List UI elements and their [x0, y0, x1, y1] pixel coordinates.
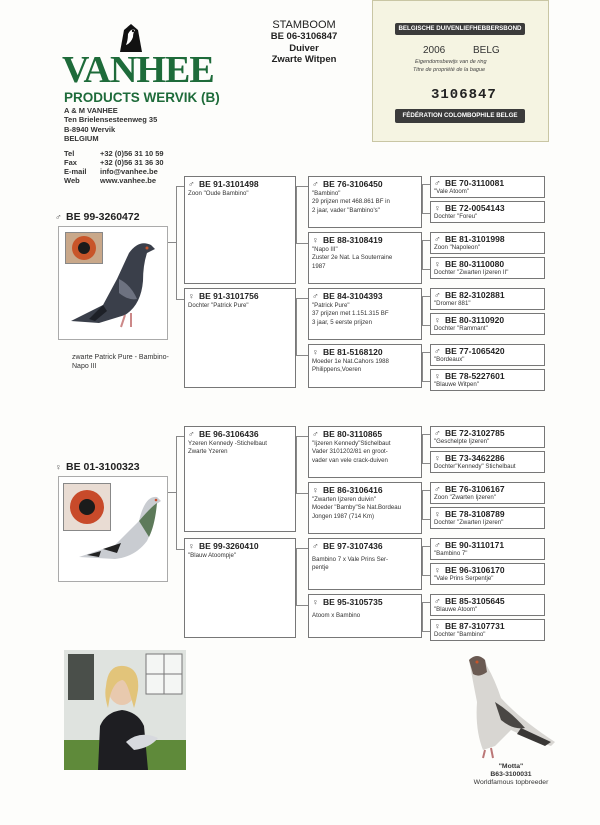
pedigree-box-g3[interactable]: ♂ BE 72-3102785 "Geschelpte Ijzeren": [430, 426, 545, 448]
female-icon: ♀: [434, 259, 441, 269]
certificate-line-1: Eigendomsbewijs van de ring: [415, 59, 487, 65]
certificate-country: BELG: [473, 45, 500, 56]
ring-certificate: [372, 0, 549, 142]
pigeon-icon: [59, 477, 167, 581]
connector-line: [168, 492, 176, 493]
pedigree-box-g3[interactable]: ♀ BE 80-3110080 Dochter "Zwarten Ijzeren II": [430, 257, 545, 279]
female-icon: ♀: [312, 597, 319, 607]
pedigree-box-g3[interactable]: ♂ BE 82-3102881 "Dromer 881": [430, 288, 545, 310]
male-icon: ♂: [188, 179, 195, 189]
female-icon: ♀: [434, 371, 441, 381]
female-icon: ♀: [434, 509, 441, 519]
certificate-bottom-banner: FÉDÉRATION COLOMBOPHILE BELGE: [395, 109, 525, 123]
pedigree-box-g2[interactable]: ♂ BE 84-3104393 "Patrick Pure" 37 prijzen met 1.151.315 BF 3 jaar, 5 eerste prijzen: [308, 288, 422, 340]
female-icon: ♀: [188, 291, 195, 301]
breeder-portrait-icon: [64, 650, 186, 770]
document-title-block: [245, 19, 363, 66]
female-icon: ♀: [434, 565, 441, 575]
pedigree-box-g3[interactable]: ♂ BE 77-1065420 "Bordeaux": [430, 344, 545, 366]
certificate-line-2: Titre de propriété de la bague: [413, 67, 486, 73]
pedigree-box-g3[interactable]: ♂ BE 76-3106167 Zoon "Zwarten Ijzeren": [430, 482, 545, 504]
pedigree-box-g2[interactable]: ♂ BE 80-3110865 "Ijzeren Kennedy"Stichelbaut Vader 3101202/81 en groot- vader van vele crack-duiven: [308, 426, 422, 478]
pigeon-ring: BE 06-3106847: [270, 31, 338, 42]
contact-fax: Fax +32 (0)56 31 36 30: [64, 158, 164, 167]
pigeon-icon: [59, 227, 167, 339]
connector-line: [168, 242, 176, 243]
contact-email[interactable]: E-mail info@vanhee.be: [64, 167, 158, 176]
pedigree-box-g1[interactable]: ♀ BE 91-3101756 Dochter "Patrick Pure": [184, 288, 296, 388]
female-icon: ♀: [434, 203, 441, 213]
pedigree-box-g3[interactable]: ♀ BE 87-3107731 Dochter "Bambino": [430, 619, 545, 641]
female-icon: ♀: [312, 485, 319, 495]
pedigree-box-g3[interactable]: ♀ BE 96-3106170 "Vale Prins Serpentje": [430, 563, 545, 585]
address-line: B-8940 Wervik: [64, 124, 116, 134]
pedigree-box-g3[interactable]: ♂ BE 70-3110081 "Vale Atoom": [430, 176, 545, 198]
breeder-photo: [64, 650, 186, 770]
pedigree-box-g1[interactable]: ♀ BE 99-3260410 "Blauw Atoompje": [184, 538, 296, 638]
male-icon: ♂: [312, 541, 319, 551]
pedigree-box-g1[interactable]: ♂ BE 91-3101498 Zoon "Oude Bambino": [184, 176, 296, 284]
male-icon: ♂: [434, 234, 441, 244]
motta-photo: [455, 650, 565, 762]
male-icon: ♂: [55, 212, 62, 222]
male-icon: ♂: [434, 540, 441, 550]
pedigree-box-g2[interactable]: ♀ BE 88-3108419 "Napo III" Zuster 2e Nat. La Souterraine 1987: [308, 232, 422, 284]
male-icon: ♂: [434, 346, 441, 356]
address-block: [64, 106, 157, 143]
pedigree-box-g3[interactable]: ♂ BE 90-3110171 "Bambino 7": [430, 538, 545, 560]
male-icon: ♂: [188, 429, 195, 439]
pedigree-box-g3[interactable]: ♂ BE 81-3101998 Zoon "Napoleon": [430, 232, 545, 254]
motta-description: Worldfamous topbreeder: [473, 779, 549, 786]
sire-photo: [58, 226, 168, 340]
pedigree-box-g2[interactable]: ♀ BE 86-3106416 "Zwarten Ijzeren duivin" Moeder "Bamby"Se Nat.Bordeau Jongen 1987 (714 Km): [308, 482, 422, 534]
male-icon: ♂: [312, 179, 319, 189]
male-icon: ♂: [312, 429, 319, 439]
document-title: STAMBOOM: [272, 19, 336, 31]
address-line: A & M VANHEE: [64, 106, 118, 115]
dam-photo: [58, 476, 168, 582]
pigeon-name: Zwarte Witpen: [271, 54, 337, 65]
male-icon: ♂: [434, 596, 441, 606]
pedigree-box-g3[interactable]: ♂ BE 85-3105645 "Blauwe Atoom": [430, 594, 545, 616]
pedigree-box-g3[interactable]: ♀ BE 72-0054143 Dochter "Foreu": [430, 201, 545, 223]
dam-heading: ♀ BE 01-3100323: [55, 461, 140, 473]
male-icon: ♂: [434, 484, 441, 494]
female-icon: ♀: [312, 347, 319, 357]
motta-ring: B63-3100031: [490, 771, 532, 778]
sire-heading: ♂ BE 99-3260472: [55, 211, 140, 223]
pedigree-box-g1[interactable]: ♂ BE 96-3106436 Yzeren Kennedy -Stichelbaut Zwarte Yzeren: [184, 426, 296, 532]
pedigree-box-g2[interactable]: ♀ BE 81-5168120 Moeder 1e Nat.Cahors 1988 Philippens,Voeren: [308, 344, 422, 388]
pedigree-box-g2[interactable]: ♂ BE 76-3106450 "Bambino" 29 prijzen met 468.861 BF in 2 jaar, vader "Bambino's": [308, 176, 422, 228]
logo-subtitle: PRODUCTS WERVIK (B): [64, 90, 220, 105]
pedigree-box-g2[interactable]: ♂ BE 97-3107436 Bambino 7 x Vale Prins Ser- pentje: [308, 538, 422, 590]
female-icon: ♀: [434, 621, 441, 631]
motta-name: "Motta": [498, 763, 524, 770]
pedigree-box-g3[interactable]: ♀ BE 78-5227601 "Blauwe Witpen": [430, 369, 545, 391]
female-icon: ♀: [188, 541, 195, 551]
female-icon: ♀: [312, 235, 319, 245]
motta-caption: [466, 763, 556, 787]
pedigree-box-g3[interactable]: ♀ BE 80-3110920 Dochter "Rammant": [430, 313, 545, 335]
pigeon-icon: [455, 650, 565, 762]
female-icon: ♀: [55, 462, 62, 472]
pigeon-type: Duiver: [289, 42, 319, 54]
female-icon: ♀: [434, 453, 441, 463]
logo-word: VANHEE: [62, 49, 214, 91]
certificate-number: 3106847: [431, 87, 497, 103]
contact-web[interactable]: Web www.vanhee.be: [64, 176, 156, 185]
pedigree-box-g3[interactable]: ♀ BE 73-3462286 Dochter"Kennedy" Stichelbaut: [430, 451, 545, 473]
certificate-year: 2006: [423, 45, 446, 56]
address-line: BELGIUM: [64, 133, 99, 143]
address-line: Ten Brielensesteenweg 35: [64, 115, 158, 125]
contact-block: [64, 149, 164, 185]
contact-tel: Tel +32 (0)56 31 10 59: [64, 149, 164, 158]
male-icon: ♂: [434, 290, 441, 300]
male-icon: ♂: [434, 428, 441, 438]
pedigree-box-g3[interactable]: ♀ BE 78-3108789 Dochter "Zwarten Ijzeren": [430, 507, 545, 529]
female-icon: ♀: [434, 315, 441, 325]
male-icon: ♂: [434, 178, 441, 188]
male-icon: ♂: [312, 291, 319, 301]
certificate-top-banner: BELGISCHE DUIVENLIEFHEBBERSBOND: [395, 23, 525, 35]
pedigree-box-g2[interactable]: ♀ BE 95-3105735 Atoom x Bambino: [308, 594, 422, 638]
sire-caption: zwarte Patrick Pure - Bambino- Napo III: [72, 354, 169, 370]
